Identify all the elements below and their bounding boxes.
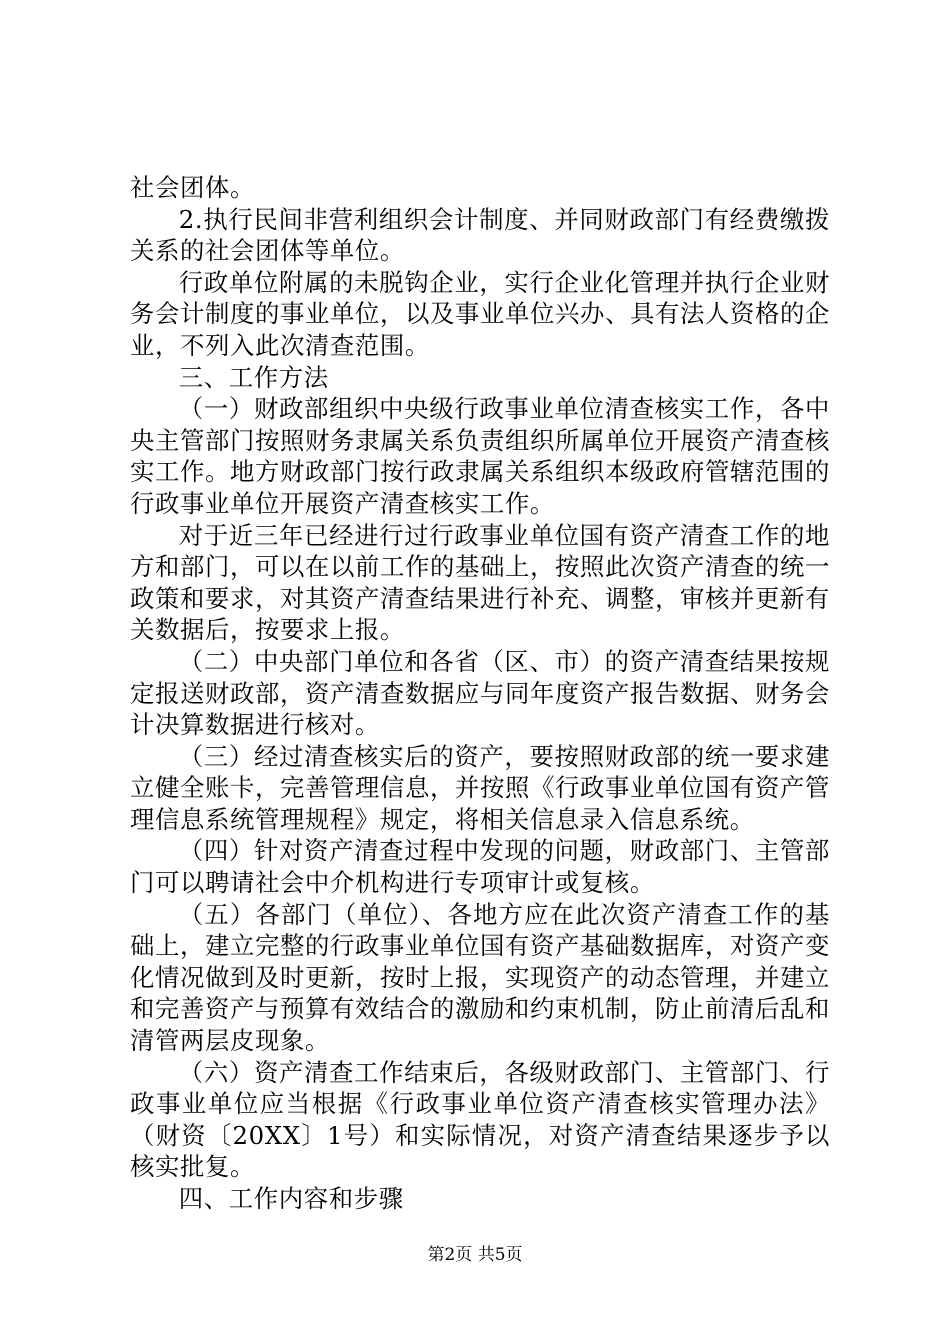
- page-footer: [0, 1244, 950, 1266]
- paragraph-8: （三）经过清查核实后的资产，要按照财政部的统一要求建立健全账卡，完善管理信息，并按照《行政事业单位国有资产管理信息系统管理规程》规定，将相关信息录入信息系统。: [130, 741, 830, 834]
- paragraph-2: 2.执行民间非营利组织会计制度、并同财政部门有经费缴拨关系的社会团体等单位。: [130, 204, 830, 266]
- page-number-label: 第2页 共5页: [427, 1245, 523, 1265]
- section-heading-4: 四、工作内容和步骤: [178, 1184, 404, 1213]
- paragraph-7: （二）中央部门单位和各省（区、市）的资产清查结果按规定报送财政部，资产清查数据应与同年度资产报告数据、财务会计决算数据进行核对。: [130, 646, 830, 740]
- document-body: [130, 172, 830, 1215]
- paragraph-3: 行政单位附属的未脱钩企业，实行企业化管理并执行企业财务会计制度的事业单位，以及事业单位兴办、具有法人资格的企业，不列入此次清查范围。: [130, 267, 830, 360]
- paragraph-11: （六）资产清查工作结束后，各级财政部门、主管部门、行政事业单位应当根据《行政事业单位资产清查核实管理办法》（财资〔20XX〕1号）和实际情况，对资产清查结果逐步予以核实批复。: [130, 1057, 830, 1182]
- paragraph-6: 对于近三年已经进行过行政事业单位国有资产清查工作的地方和部门，可以在以前工作的基础上，按照此次资产清查的统一政策和要求，对其资产清查结果进行补充、调整，审核并更新有关数据后，按要求上报。: [130, 520, 830, 645]
- paragraph-10: （五）各部门（单位）、各地方应在此次资产清查工作的基础上，建立完整的行政事业单位国有资产基础数据库，对资产变化情况做到及时更新，按时上报，实现资产的动态管理，并建立和完善资产与预算有效结合的激励和约束机制，防止前清后乱和清管两层皮现象。: [130, 899, 830, 1056]
- section-heading-3: 三、工作方法: [178, 362, 329, 392]
- paragraph-1: 社会团体。: [130, 173, 255, 202]
- paragraph-5: （一）财政部组织中央级行政事业单位清查核实工作，各中央主管部门按照财务隶属关系负责组织所属单位开展资产清查核实工作。地方财政部门按行政隶属关系组织本级政府管辖范围的行政事业单位开展资产清查核实工作。: [130, 394, 830, 518]
- paragraph-9: （四）针对资产清查过程中发现的问题，财政部门、主管部门可以聘请社会中介机构进行专项审计或复核。: [130, 836, 830, 898]
